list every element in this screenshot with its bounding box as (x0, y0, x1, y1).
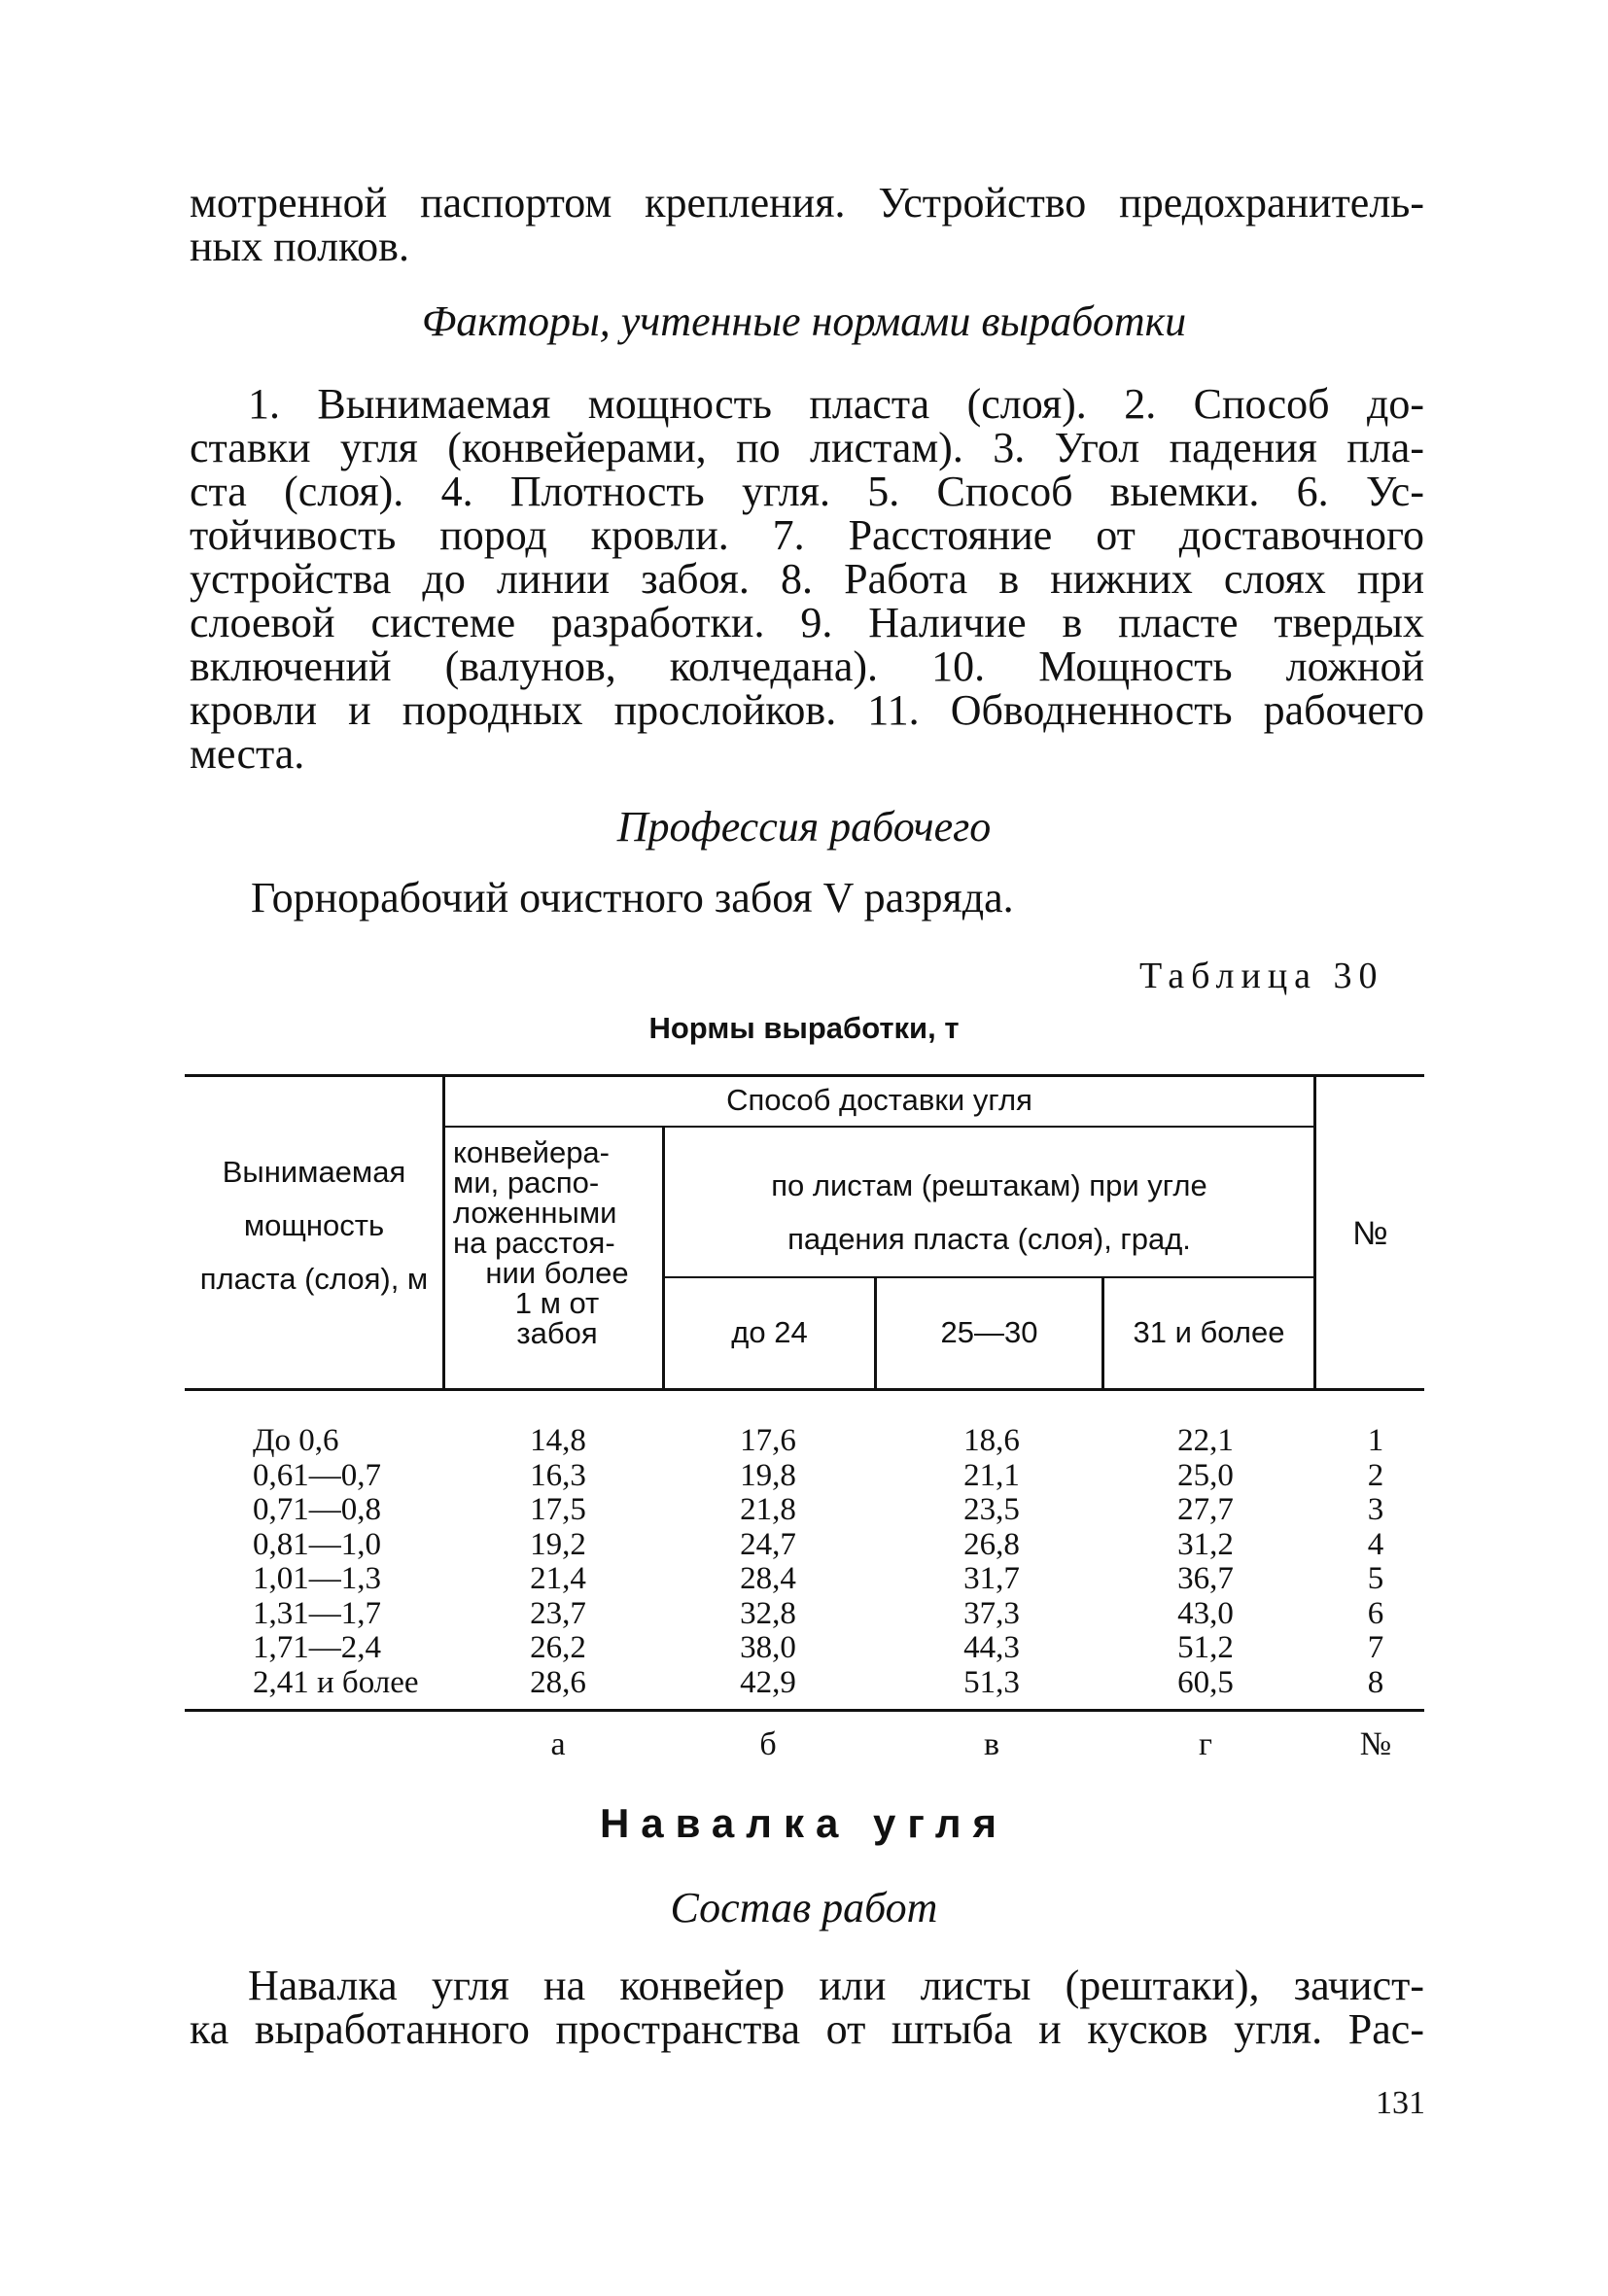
table-cell: До 0,6 (253, 1423, 339, 1458)
table-cell: 44,3 (963, 1630, 1020, 1665)
table-cell: 28,6 (530, 1664, 586, 1700)
table-cell: 3 (1367, 1492, 1384, 1527)
table-cell: 17,6 (740, 1423, 796, 1458)
column-number (1327, 1424, 1424, 1700)
table-cell: 16,3 (530, 1457, 586, 1493)
header-text: забоя (516, 1316, 598, 1350)
text-line: устройства до линии забоя. 8. Работа в нижних слоях при (190, 555, 1424, 603)
table-title: Нормы выработки, т (648, 1011, 960, 1045)
table-cell: 8 (1367, 1664, 1384, 1700)
table-cell: 25,0 (1177, 1457, 1234, 1493)
header-conveyor (453, 1137, 661, 1348)
section-title: Навалка угля (599, 1800, 1009, 1846)
header-text: пласта (слоя), м (199, 1262, 429, 1296)
table-cell: 1,71—2,4 (253, 1630, 381, 1665)
header-text: по листам (рештакам) при угле (771, 1168, 1207, 1202)
text-line: места. (190, 730, 305, 778)
table-cell: 17,5 (530, 1492, 586, 1527)
text-line: ста (слоя). 4. Плотность угля. 5. Способ выемки. 6. Ус- (190, 468, 1424, 515)
header-angle-2: 31 и более (1133, 1315, 1285, 1349)
column-v (894, 1424, 1089, 1700)
table-cell: 42,9 (740, 1664, 796, 1700)
intro-paragraph (190, 181, 1424, 268)
header-text: на расстоя- (453, 1226, 615, 1260)
table-cell: 4 (1367, 1526, 1384, 1562)
header-delivery: Способ доставки угля (726, 1083, 1032, 1117)
table-cell: 24,7 (740, 1526, 796, 1562)
table-cell: 51,2 (1177, 1630, 1234, 1665)
table-cell: 43,0 (1177, 1595, 1234, 1631)
table-cell: 1 (1367, 1423, 1384, 1458)
table-cell: 1,31—1,7 (253, 1595, 381, 1631)
text-line: кровли и породных прослойков. 11. Обводненность рабочего (190, 686, 1424, 734)
column-code: № (1359, 1726, 1392, 1762)
text-line: Навалка угля на конвейер или листы (рештаки), зачист- (248, 1962, 1424, 2009)
table-cell: 1,01—1,3 (253, 1561, 381, 1596)
text-line: ставки угля (конвейерами, по листам). 3. Угол падения пла- (190, 424, 1424, 471)
table-cell: 19,8 (740, 1457, 796, 1493)
text-line: ка выработанного пространства от штыба и кусков угля. Рас- (190, 2005, 1424, 2053)
table-cell: 51,3 (963, 1664, 1020, 1700)
profession-text: Горнорабочий очистного забоя V разряда. (251, 874, 1014, 922)
table-cell: 7 (1367, 1630, 1384, 1665)
table-cell: 23,5 (963, 1492, 1020, 1527)
table-cell: 21,4 (530, 1561, 586, 1596)
factors-paragraph (190, 382, 1424, 776)
page-number: 131 (1376, 2085, 1425, 2121)
text-line: мотренной паспортом крепления. Устройство предохранитель- (190, 179, 1424, 226)
table-cell: 21,8 (740, 1492, 796, 1527)
table-cell: 19,2 (530, 1526, 586, 1562)
table-cell: 18,6 (963, 1423, 1020, 1458)
header-text: Вынимаемая (222, 1155, 406, 1189)
column-code: а (550, 1726, 566, 1762)
section-subheading: Состав работ (670, 1884, 938, 1931)
column-g (1108, 1424, 1303, 1700)
table-cell: 28,4 (740, 1561, 796, 1596)
header-text: ложенными (453, 1196, 617, 1230)
table-cell: 22,1 (1177, 1423, 1234, 1458)
header-rule (445, 1126, 1313, 1128)
header-text: 1 м от (514, 1286, 600, 1320)
header-text: падения пласта (слоя), град. (787, 1222, 1191, 1256)
column-code: б (759, 1726, 777, 1762)
column-b (671, 1424, 865, 1700)
text-line: ных полков. (190, 223, 409, 270)
table-cell: 37,3 (963, 1595, 1020, 1631)
table-cell: 27,7 (1177, 1492, 1234, 1527)
table-bottom-rule (185, 1709, 1424, 1712)
text-line: тойчивость пород кровли. 7. Расстояние от доставочного (190, 511, 1424, 559)
table-top-rule (185, 1074, 1424, 1077)
profession-heading: Профессия рабочего (616, 803, 992, 851)
table-cell: 2 (1367, 1457, 1384, 1493)
table-cell: 31,7 (963, 1561, 1020, 1596)
table-cell: 0,61—0,7 (253, 1457, 381, 1493)
header-text: нии более (485, 1256, 629, 1290)
table-cell: 23,7 (530, 1595, 586, 1631)
header-rule (665, 1276, 1313, 1278)
table-cell: 6 (1367, 1595, 1384, 1631)
header-text: конвейера- (453, 1135, 610, 1169)
table-cell: 36,7 (1177, 1561, 1234, 1596)
column-code: в (983, 1726, 1000, 1762)
table-cell: 38,0 (740, 1630, 796, 1665)
header-text: мощность (243, 1208, 385, 1242)
text-line: 1. Вынимаемая мощность пласта (слоя). 2. Способ до- (248, 380, 1424, 428)
header-angle-0: до 24 (731, 1315, 808, 1349)
table-cell: 60,5 (1177, 1664, 1234, 1700)
text-line: слоевой системе разработки. 9. Наличие в пласте твердых (190, 599, 1424, 646)
header-sheets (665, 1159, 1313, 1266)
header-angle-1: 25—30 (940, 1315, 1038, 1349)
table-cell: 5 (1367, 1561, 1384, 1596)
table-cell: 31,2 (1177, 1526, 1234, 1562)
table-cell: 14,8 (530, 1423, 586, 1458)
table-cell: 2,41 и более (253, 1664, 419, 1700)
table-cell: 26,8 (963, 1526, 1020, 1562)
table-cell: 26,2 (530, 1630, 586, 1665)
table-cell: 32,8 (740, 1595, 796, 1631)
factors-heading: Факторы, учтенные нормами выработки (421, 297, 1187, 345)
column-divider (442, 1077, 445, 1390)
header-text: ми, распо- (453, 1165, 600, 1200)
table-cell: 21,1 (963, 1457, 1020, 1493)
column-thickness (199, 1424, 442, 1700)
table-cell: 0,71—0,8 (253, 1492, 381, 1527)
table-cell: 0,81—1,0 (253, 1526, 381, 1562)
section-paragraph (190, 1964, 1424, 2051)
header-thickness (187, 1145, 441, 1305)
column-a (461, 1424, 655, 1700)
table-label: Таблица 30 (1139, 956, 1384, 996)
header-number: № (1352, 1215, 1388, 1252)
header-bottom-rule (185, 1388, 1424, 1391)
column-code: г (1199, 1726, 1212, 1762)
text-line: включений (валунов, колчедана). 10. Мощность ложной (190, 643, 1424, 690)
